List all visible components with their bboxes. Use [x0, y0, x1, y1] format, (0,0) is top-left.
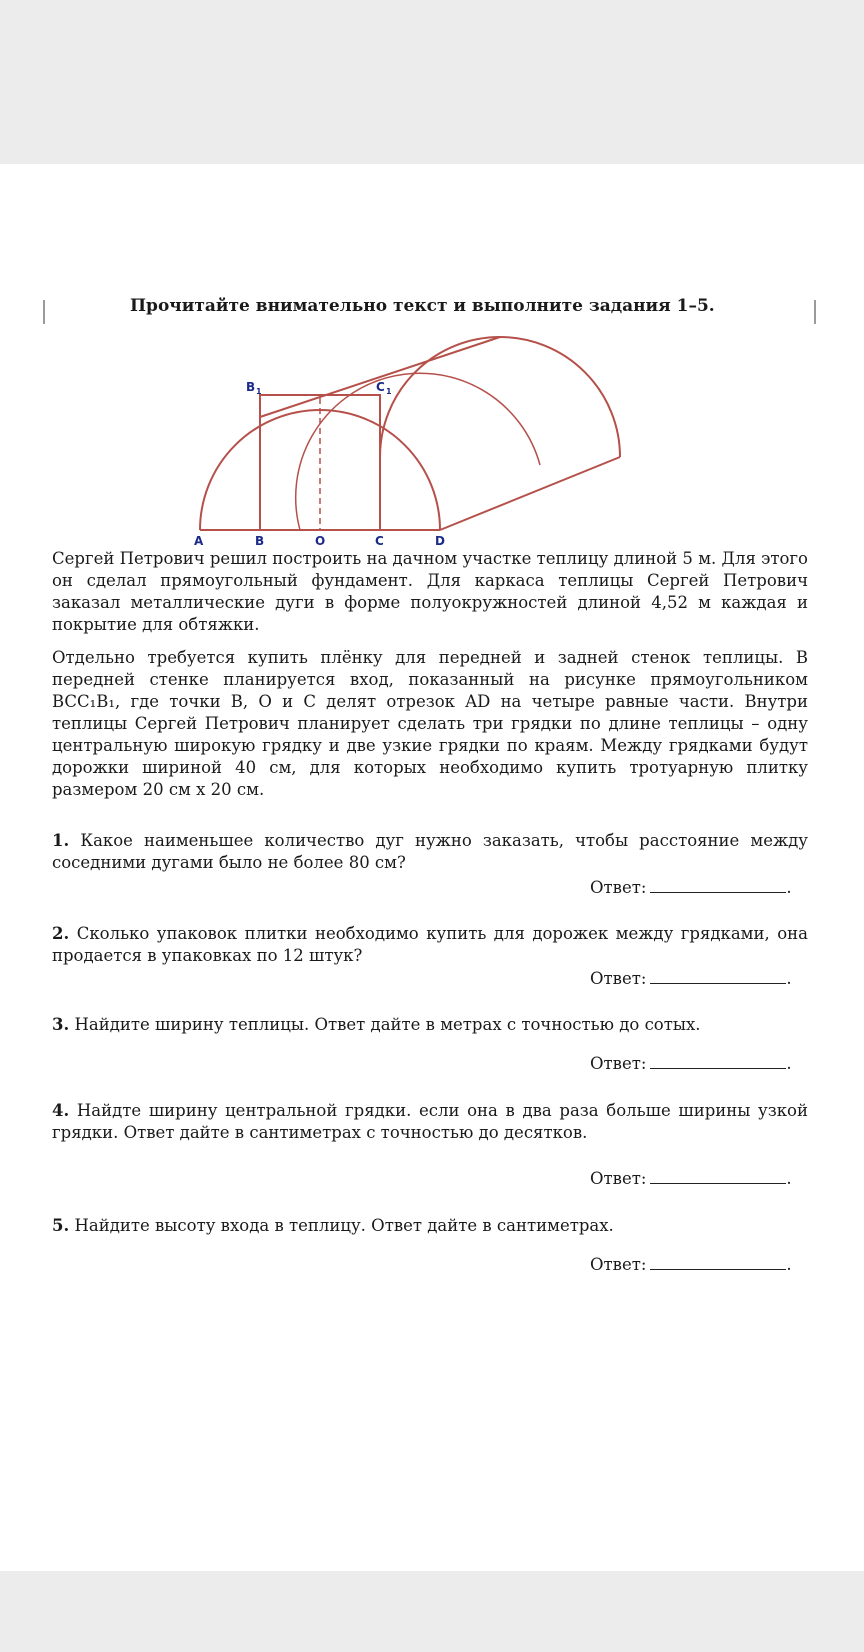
answer-1	[590, 877, 810, 897]
answer-1-field[interactable]	[650, 877, 786, 893]
back-arc	[380, 337, 620, 457]
page-edge-marker-right	[814, 300, 816, 324]
answer-4-field[interactable]	[650, 1168, 786, 1184]
right-side-line	[440, 457, 620, 530]
question-1-number: 1.	[52, 831, 70, 850]
answer-4-period: .	[786, 1169, 792, 1188]
answer-1-period: .	[786, 878, 792, 897]
answer-2-period: .	[786, 969, 792, 988]
answer-1-label: Ответ:	[590, 878, 647, 897]
question-1	[52, 830, 808, 874]
paragraph-1: Сергей Петрович решил построить на дачном участке теплицу длиной 5 м. Для этого он сделал прямоугольный фундамент. Для каркаса теплицы Сергей Петрович заказал металлические дуги в форме полуокружностей длиной 4,52 м каждая и покрытие для обтяжки.	[52, 549, 808, 634]
answer-5	[590, 1254, 810, 1274]
question-3-number: 3.	[52, 1015, 70, 1034]
question-3-text: Найдите ширину теплицы. Ответ дайте в метрах с точностью до сотых.	[74, 1015, 701, 1034]
label-C1-subscript: 1	[386, 387, 392, 396]
answer-3-label: Ответ:	[590, 1054, 647, 1073]
question-3	[52, 1014, 808, 1036]
greenhouse-figure	[194, 325, 680, 548]
answer-5-label: Ответ:	[590, 1255, 647, 1274]
question-2-text: Сколько упаковок плитки необходимо купить для дорожек между грядками, она продается в упаковках по 12 штук?	[52, 924, 809, 965]
question-2	[52, 923, 808, 967]
answer-3-field[interactable]	[650, 1053, 786, 1069]
question-5-number: 5.	[52, 1216, 70, 1235]
label-D: D	[435, 534, 445, 548]
answer-2-field[interactable]	[650, 968, 786, 984]
answer-5-period: .	[786, 1255, 792, 1274]
answer-2-label: Ответ:	[590, 969, 647, 988]
question-1-text: Какое наименьшее количество дуг нужно заказать, чтобы расстояние между соседними дугами было не более 80 см?	[52, 831, 809, 872]
label-C1: C	[376, 380, 385, 394]
question-4	[52, 1100, 808, 1144]
question-5	[52, 1215, 808, 1237]
question-5-text: Найдите высоту входа в теплицу. Ответ дайте в сантиметрах.	[74, 1216, 614, 1235]
middle-arc	[296, 373, 540, 530]
page-edge-marker-left	[43, 300, 45, 324]
task-heading: Прочитайте внимательно текст и выполните задания 1–5.	[130, 296, 715, 316]
label-A: A	[194, 534, 204, 548]
label-C: C	[375, 534, 384, 548]
label-B1-subscript: 1	[256, 387, 262, 396]
answer-4	[590, 1168, 810, 1188]
label-O: O	[315, 534, 326, 548]
question-2-number: 2.	[52, 924, 70, 943]
answer-5-field[interactable]	[650, 1254, 786, 1270]
answer-2	[590, 968, 810, 988]
paragraph-2: Отдельно требуется купить плёнку для передней и задней стенок теплицы. В передней стенке планируется вход, показанный на рисунке прямоугольником BCC₁B₁, где точки B, O и C делят отрезок AD на четыре равные части. Внутри теплицы Сергей Петрович планирует сделать три грядки по длине теплицы – одну центральную широкую грядку и две узкие грядки по краям. Между грядками будут дорожки шириной 40 см, для которых необходимо купить тротуарную плитку размером 20 см х 20 см.	[52, 648, 808, 799]
answer-4-label: Ответ:	[590, 1169, 647, 1188]
question-4-text: Найдте ширину центральной грядки. если она в два раза больше ширины узкой грядки. Ответ дайте в сантиметрах с точностью до десятков.	[52, 1101, 808, 1142]
answer-3	[590, 1053, 810, 1073]
label-B1: B	[246, 380, 256, 394]
question-4-number: 4.	[52, 1101, 70, 1120]
label-B: B	[255, 534, 265, 548]
answer-3-period: .	[786, 1054, 792, 1073]
